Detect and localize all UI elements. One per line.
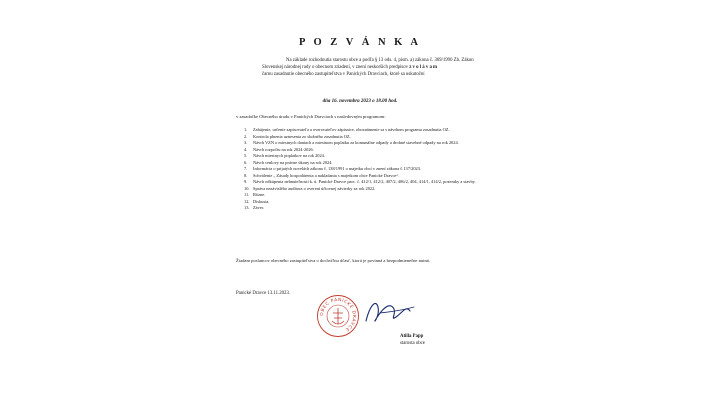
agenda-item-text: Zahájenie, určenie zapisovateľa a overovateľov zápisnice, oboznámenie sa s návrhom programu zasadnutia OZ. — [253, 127, 450, 132]
agenda-item-number: 7. — [244, 166, 248, 171]
intro-bold-word: z v o l á v a m — [409, 65, 438, 71]
agenda-list — [244, 127, 484, 212]
signer-role: starosta obce — [400, 341, 425, 346]
agenda-item-number: 10. — [244, 185, 250, 191]
agenda-item-number: 4. — [244, 146, 248, 152]
document-title: P O Z V Á N K A — [299, 37, 421, 48]
agenda-item-text: Rôzne. — [253, 192, 266, 197]
agenda-item-number: 1. — [244, 127, 248, 132]
signer-block — [400, 333, 460, 347]
agenda-item-text: Návrh cenlovy na právne úkony na rok 2024. — [253, 159, 333, 165]
agenda-item-number: 3. — [244, 140, 248, 145]
agenda-item-text: Informácia o prijatých novelách zákona č. 138/1991 o majetku obcí v znení zákona č.137/2023. — [253, 166, 422, 171]
agenda-item-number: 9. — [244, 179, 248, 184]
agenda-item-text: Diskusia. — [253, 198, 270, 204]
svg-text:OBEC PANICKÉ DRAVCE: OBEC PANICKÉ DRAVCE — [319, 297, 357, 332]
agenda-item-text: Návrh rozpočtu na rok 2024-2026. — [253, 146, 314, 152]
handwritten-signature — [360, 295, 420, 331]
agenda-item-number: 12. — [244, 198, 250, 204]
agenda-item-text: Kontrola plnenia uznesenia zo služného zasadnutia OZ. — [253, 133, 351, 139]
agenda-item-number: 5. — [244, 153, 248, 158]
official-stamp — [316, 294, 360, 338]
agenda-item-number: 8. — [244, 172, 248, 178]
agenda-item-number: 6. — [244, 159, 248, 165]
signer-name: Atilla Papp — [400, 334, 424, 339]
agenda-item-text: Správa nezávislého audítora o overení účtovnej závierky za rok 2022. — [253, 185, 376, 191]
intro-paragraph — [262, 57, 494, 79]
intro-line-1: Na základe rozhodnutia starostu obce a podľa § 13 ods. 4, písm. a) zákona č. 369/1990 Zb. Zákon — [286, 58, 474, 63]
agenda-item-number: 11. — [244, 192, 250, 197]
agenda-item-text: Záver. — [253, 205, 265, 210]
agenda-item-number: 13. — [244, 205, 250, 210]
meeting-date: dňa 16. novembra 2023 o 18.00 hod. — [322, 99, 398, 104]
agenda-item-text: Návrh miestnych poplatkov na rok 2024. — [253, 153, 325, 158]
agenda-item-text: Schválenie „ Zásady hospodárenia a nakladania s majetkom obce Panické Dravce“. — [253, 172, 400, 178]
intro-line-2-text: Slovenskej národnej rady o obecnom zriadení, v znení neskorších predpisov — [262, 65, 408, 71]
place-date: Panické Dravce 13.11.2023. — [236, 291, 291, 296]
intro-line-2 — [262, 64, 494, 71]
agenda-item-text: Návrh VZN o miestnych daniach a miestnom poplatku za komunálne odpady a drobné stavebné odpady na rok 2024. — [253, 140, 459, 145]
agenda-item-text: Návrh odkúpenia nehnuteľností k. ú. Panické Dravce parc. č. 412/1, 412/2, 407/2, 406/2, 404, 414/1, 414/2, pozemky a stavby. — [253, 179, 476, 184]
agenda-item-number: 2. — [244, 133, 248, 139]
lead-text: v zasadačke Obecného úradu v Panických Dravciach s nasledovným programom: — [236, 114, 386, 119]
intro-line-3: čarnu zasadnutie obecného zastupiteľstva v Panických Dravciach, ktoré sa uskutoční — [262, 72, 425, 78]
closing-paragraph: Žiadam poslancov obecného zastupiteľstva o dochvíľnu účasť, ktorá je povinná a bezpodmienečne nutná. — [236, 258, 430, 263]
agenda-item — [244, 205, 484, 212]
